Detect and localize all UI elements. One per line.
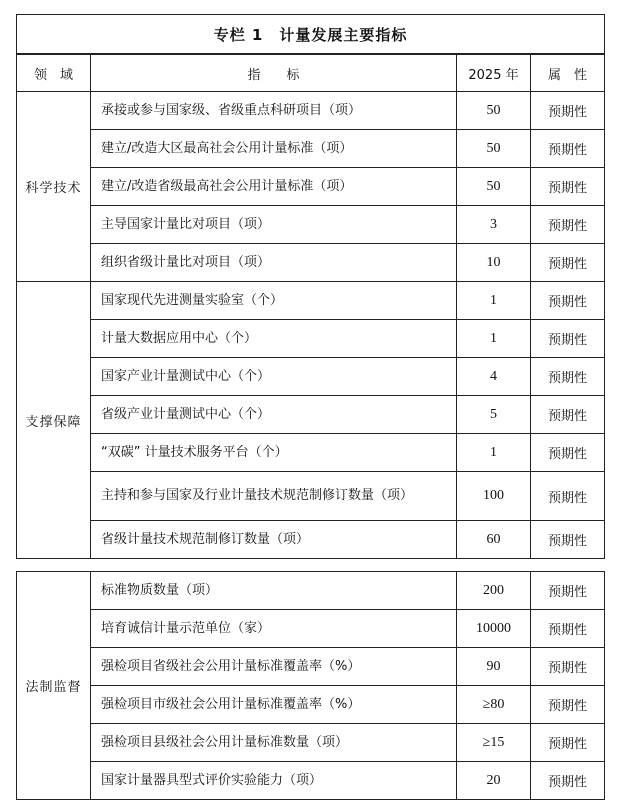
attribute-cell: 预期性 (531, 396, 605, 434)
value-cell: ≥15 (457, 724, 531, 762)
table-row (17, 168, 605, 206)
value-cell: 1 (457, 282, 531, 320)
table-title: 专栏 1 计量发展主要指标 (17, 15, 605, 55)
value-cell: 20 (457, 762, 531, 800)
indicator-cell: 国家计量器具型式评价实验能力（项） (91, 762, 457, 800)
table-row (17, 206, 605, 244)
value-cell: ≥80 (457, 686, 531, 724)
value-cell: 90 (457, 648, 531, 686)
attribute-cell: 预期性 (531, 724, 605, 762)
table-row (17, 686, 605, 724)
table-row (17, 724, 605, 762)
value-cell: 1 (457, 320, 531, 358)
indicator-cell: 强检项目市级社会公用计量标准覆盖率（%） (91, 686, 457, 724)
value-cell: 1 (457, 434, 531, 472)
attribute-cell: 预期性 (531, 168, 605, 206)
domain-support: 支撑保障 (17, 282, 91, 559)
table-row (17, 244, 605, 282)
table-row (17, 396, 605, 434)
attribute-cell: 预期性 (531, 648, 605, 686)
attribute-cell: 预期性 (531, 762, 605, 800)
attribute-cell: 预期性 (531, 610, 605, 648)
value-cell: 50 (457, 168, 531, 206)
value-cell: 5 (457, 396, 531, 434)
table-row (17, 472, 605, 521)
page-break-cell (17, 559, 605, 572)
indicator-cell: 培育诚信计量示范单位（家） (91, 610, 457, 648)
indicator-cell: 国家现代先进测量实验室（个） (91, 282, 457, 320)
page-break-spacer (17, 559, 605, 572)
attribute-cell: 预期性 (531, 572, 605, 610)
indicator-cell: “双碳” 计量技术服务平台（个） (91, 434, 457, 472)
table-row (17, 434, 605, 472)
attribute-cell: 预期性 (531, 358, 605, 396)
table-row (17, 762, 605, 800)
header-indicator: 指 标 (91, 54, 457, 92)
table-row (17, 282, 605, 320)
header-row (17, 54, 605, 92)
indicator-table (16, 14, 605, 800)
value-cell: 200 (457, 572, 531, 610)
attribute-cell: 预期性 (531, 472, 605, 521)
header-year: 2025 年 (457, 54, 531, 92)
table-row (17, 572, 605, 610)
table-row (17, 320, 605, 358)
table-row (17, 92, 605, 130)
value-cell: 4 (457, 358, 531, 396)
attribute-cell: 预期性 (531, 521, 605, 559)
indicator-cell: 承接或参与国家级、省级重点科研项目（项） (91, 92, 457, 130)
value-cell: 10000 (457, 610, 531, 648)
value-cell: 3 (457, 206, 531, 244)
domain-legal: 法制监督 (17, 572, 91, 800)
attribute-cell: 预期性 (531, 434, 605, 472)
indicator-cell: 主持和参与国家及行业计量技术规范制修订数量（项） (91, 472, 457, 521)
attribute-cell: 预期性 (531, 92, 605, 130)
table-row (17, 610, 605, 648)
value-cell: 10 (457, 244, 531, 282)
indicator-cell: 建立/改造省级最高社会公用计量标准（项） (91, 168, 457, 206)
indicator-cell: 国家产业计量测试中心（个） (91, 358, 457, 396)
indicator-cell: 强检项目省级社会公用计量标准覆盖率（%） (91, 648, 457, 686)
indicator-cell: 计量大数据应用中心（个） (91, 320, 457, 358)
header-domain: 领 域 (17, 54, 91, 92)
indicator-cell: 省级计量技术规范制修订数量（项） (91, 521, 457, 559)
attribute-cell: 预期性 (531, 320, 605, 358)
value-cell: 100 (457, 472, 531, 521)
attribute-cell: 预期性 (531, 244, 605, 282)
attribute-cell: 预期性 (531, 686, 605, 724)
indicator-cell: 强检项目县级社会公用计量标准数量（项） (91, 724, 457, 762)
table-row (17, 648, 605, 686)
header-attribute: 属 性 (531, 54, 605, 92)
value-cell: 60 (457, 521, 531, 559)
table-row (17, 130, 605, 168)
table-row (17, 358, 605, 396)
indicator-cell: 建立/改造大区最高社会公用计量标准（项） (91, 130, 457, 168)
domain-science: 科学技术 (17, 92, 91, 282)
attribute-cell: 预期性 (531, 206, 605, 244)
attribute-cell: 预期性 (531, 282, 605, 320)
indicator-cell: 主导国家计量比对项目（项） (91, 206, 457, 244)
indicator-table-container (16, 14, 604, 800)
value-cell: 50 (457, 92, 531, 130)
table-row (17, 521, 605, 559)
attribute-cell: 预期性 (531, 130, 605, 168)
indicator-cell: 省级产业计量测试中心（个） (91, 396, 457, 434)
indicator-cell: 组织省级计量比对项目（项） (91, 244, 457, 282)
value-cell: 50 (457, 130, 531, 168)
indicator-cell: 标准物质数量（项） (91, 572, 457, 610)
